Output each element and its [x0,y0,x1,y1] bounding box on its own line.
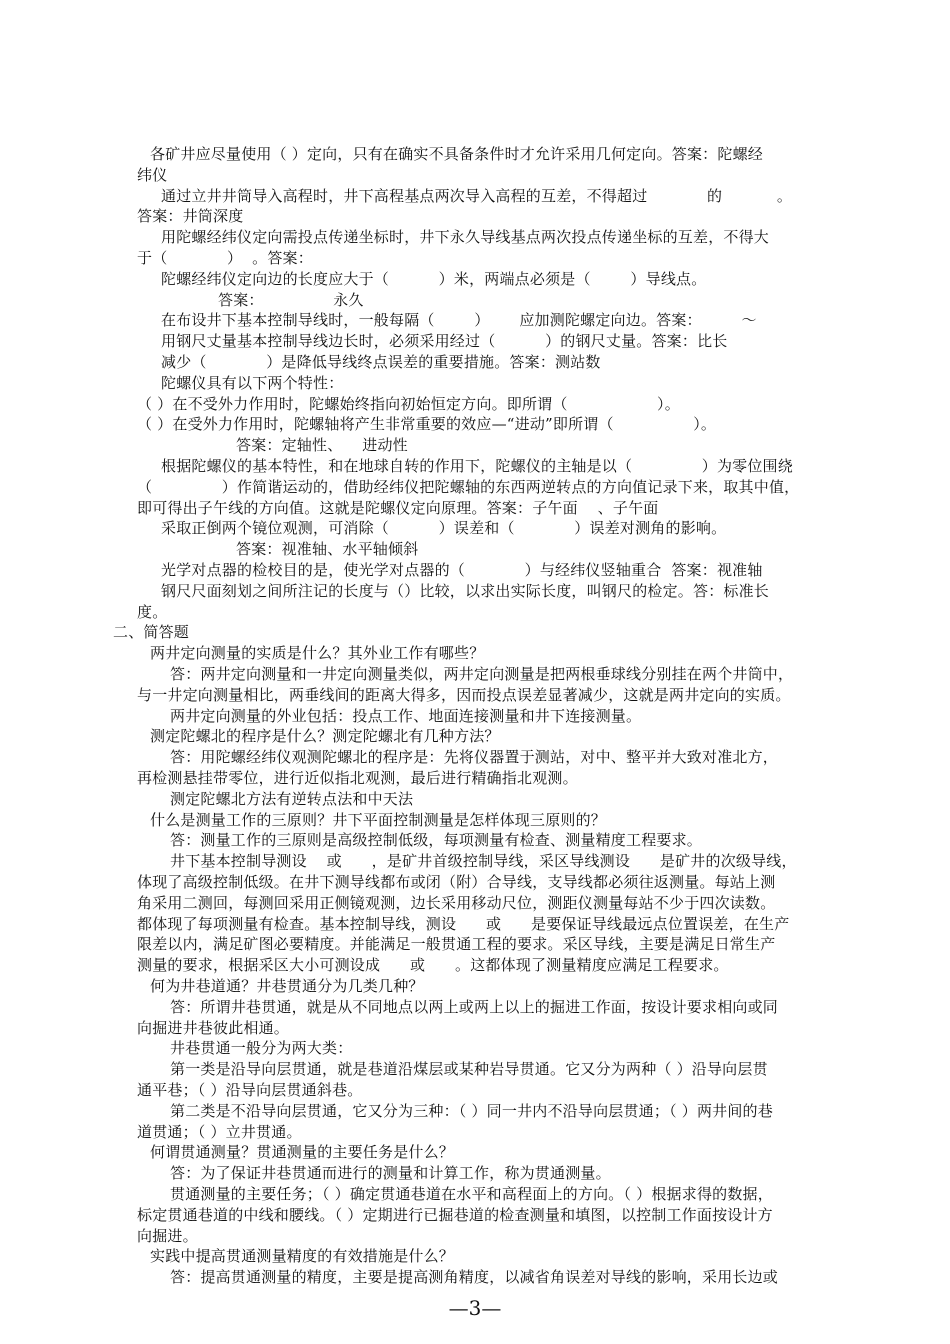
text-line: 在布设井下基本控制导线时，一般每隔（ ） 应加测陀螺定向边。答案： ～ [161,311,757,330]
text-line: 什么是测量工作的三原则？井下平面控制测量是怎样体现三原则的？ [150,810,607,829]
text-line: 答：用陀螺经纬仪观测陀螺北的程序是：先将仪器置于测站，对中、整平并大致对准北方， [170,748,779,767]
text-line: 于（ ） 。答案： [137,249,313,267]
text-line: 答案：视准轴、水平轴倾斜 [236,540,419,559]
text-line: 向掘进井巷彼此相通。 [137,1018,290,1037]
text-line: 贯通测量的主要任务；（ ）确定贯通巷道在水平和高程面上的方向。（ ）根据求得的数据， [170,1185,773,1203]
text-line: 井巷贯通一般分为两大类： [170,1039,353,1058]
text-line: 答：测量工作的三原则是高级控制低级，每项测量有检查、测量精度工程要求。 [170,831,703,850]
text-line: 测定陀螺北的程序是什么？测定陀螺北有几种方法？ [150,727,500,746]
text-line: 再检测悬挂带零位，进行近似指北观测，最后进行精确指北观测。 [137,769,578,787]
text-line: 各矿井应尽量使用（ ）定向，只有在确实不具备条件时才允许采用几何定向。答案：陀螺经 [150,145,763,163]
text-line: 减少（ ）是降低导线终点误差的重要措施。答案：测站数 [161,353,601,371]
text-line: 度。 [137,602,168,621]
text-line: 限差以内，满足矿图必要精度。并能满足一般贯通工程的要求。采区导线，主要是满足日常生产 [137,935,776,954]
text-line: 答：提高贯通测量的精度，主要是提高测角精度，以减省角误差对导线的影响，采用长边或 [170,1268,779,1287]
text-line: 测定陀螺北方法有逆转点法和中天法 [170,789,414,808]
text-line: 向掘进。 [137,1226,198,1245]
text-line: 通平巷；（ ）沿导向层贯通斜巷。 [137,1081,363,1099]
text-line: （ ）在受外力作用时，陀螺轴将产生非常重要的效应—“进动”即所谓（ ）。 [137,415,717,434]
text-line: 第一类是沿导向层贯通，就是巷道沿煤层或某种岩导贯通。它又分为两种（ ）沿导向层贯 [170,1060,768,1079]
text-line: 都体现了每项测量有检查。基本控制导线，测设 或 是要保证导线最远点位置误差，在生产 [137,914,790,933]
text-line: 陀螺经纬仪定向边的长度应大于（ ）米，两端点必须是（ ）导线点。 [161,269,707,288]
text-line: 答案：井筒深度 [137,207,244,226]
page-number: —3— [448,1296,502,1320]
text-line: 井下基本控制导测设 或 ，是矿井首级控制导线，采区导线测设 是矿井的次级导线， [170,852,797,871]
text-line: 答案： 永久 [218,290,364,309]
text-line: 第二类是不沿导向层贯通，它又分为三种：（ ）同一井内不沿导向层贯通；（ ）两井间的巷 [170,1101,773,1120]
text-line: 实践中提高贯通测量精度的有效措施是什么？ [150,1247,455,1266]
text-line: 两井定向测量的实质是什么？其外业工作有哪些？ [150,644,485,663]
text-line: 根据陀螺仪的基本特性，和在地球自转的作用下，陀螺仪的主轴是以（ ）为零位围绕 [161,457,793,475]
text-line: 光学对点器的检校目的是，使光学对点器的（ ）与经纬仪竖轴重合 答案：视准轴 [161,561,763,579]
text-line: 陀螺仪具有以下两个特性： [161,373,344,392]
text-line: 纬仪 [137,165,168,184]
text-line: 体现了高级控制低级。在井下测导线都布或闭（附）合导线，支导线都必须往返测量。每站上测 [137,873,776,891]
text-line: 采取正倒两个镜位观测，可消除（ ）误差和（ ）误差对测角的影响。 [161,519,727,538]
text-line: 用钢尺丈量基本控制导线边长时，必须采用经过（ ）的钢尺丈量。答案：比长 [161,332,728,351]
text-line: （ ）作简谐运动的，借助经纬仪把陀螺轴的东西两逆转点的方向值记录下来，取其中值， [137,477,800,496]
text-line: 道贯通；（ ）立井贯通。 [137,1122,302,1141]
text-line: 用陀螺经纬仪定向需投点传递坐标时，井下永久导线基点两次投点传递坐标的互差，不得大 [161,228,770,247]
text-line: 测量的要求，根据采区大小可测设成 或 。这都体现了测量精度应满足工程要求。 [137,956,729,975]
text-line: 答：两井定向测量和一井定向测量类似，两井定向测量是把两根垂球线分别挂在两个井筒中， [170,665,794,683]
text-line: 角采用二测回，每测回采用正侧镜观测，边长采用移动尺位，测距仪测量每站不少于四次读数。 [137,893,776,912]
text-line: （ ）在不受外力作用时，陀螺始终指向初始恒定方向。即所谓（ ）。 [137,394,680,413]
text-line: 即可得出子午线的方向值。这就是陀螺仪定向原理。答案：子午面 、子午面 [137,498,659,517]
text-line: 答：为了保证井巷贯通而进行的测量和计算工作，称为贯通测量。 [170,1164,611,1183]
text-line: 何谓贯通测量？贯通测量的主要任务是什么？ [150,1143,455,1162]
section-heading: 二、简答题 [113,623,190,642]
text-line: 钢尺尺面刻划之间所注记的长度与（）比较，以求出实际长度，叫钢尺的检定。答：标准长 [161,581,770,600]
text-line: 两井定向测量的外业包括：投点工作、地面连接测量和井下连接测量。 [170,706,642,725]
text-line: 与一井定向测量相比，两垂线间的距离大得多，因而投点误差显著减少，这就是两井定向的实质。 [137,685,791,704]
text-line: 标定贯通巷道的中线和腰线。（ ）定期进行已掘巷道的检查测量和填图，以控制工作面按设计方 [137,1205,773,1224]
text-line: 何为井巷道通？井巷贯通分为几类几种？ [150,977,424,995]
text-line: 答：所谓井巷贯通，就是从不同地点以两上或两上以上的掘进工作面，按设计要求相向或同 [170,997,779,1016]
text-line: 答案：定轴性、 进动性 [236,436,408,455]
text-line: 通过立井井筒导入高程时，井下高程基点两次导入高程的互差，不得超过 的 。 [161,186,793,205]
